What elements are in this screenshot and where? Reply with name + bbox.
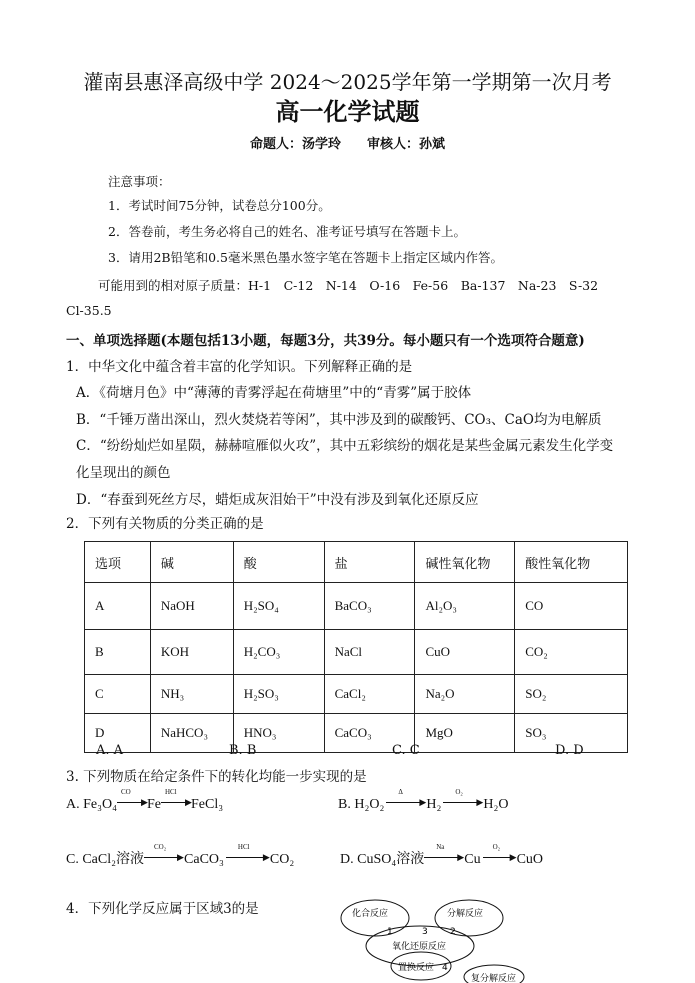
question-1-option-c-cont: 化呈现出的颜色 xyxy=(76,465,171,481)
decomposition-label: 分解反应 xyxy=(447,909,484,919)
notes-heading: 注意事项： xyxy=(108,174,171,189)
arrow-icon: ▶ xyxy=(177,852,184,862)
question-2-choice-d: D. D xyxy=(555,743,584,758)
displacement-label: 置换反应 xyxy=(398,963,435,973)
condition: Δ xyxy=(398,788,403,796)
option-label: A. xyxy=(66,797,80,812)
table-cell: C xyxy=(85,675,151,714)
question-1-option-b: B．“千锤万凿出深山，烈火焚烧若等闲”，其中涉及到的碳酸钙、CO₃、CaO均为电解质 xyxy=(76,412,602,428)
question-4-stem: 4．下列化学反应属于区域3的是 xyxy=(66,901,259,917)
question-1-stem: 1．中华文化中蕴含着丰富的化学知识。下列解释正确的是 xyxy=(66,359,413,375)
intermediate: Cu xyxy=(464,852,481,867)
table-cell: Al₂O₃ xyxy=(415,583,515,630)
table-cell: SO₂ xyxy=(515,675,628,714)
question-3-option-b xyxy=(338,788,509,813)
question-2-choice-a: A. A xyxy=(96,743,124,758)
redox-label: 氧化还原反应 xyxy=(392,942,447,952)
arrow-icon: ▶ xyxy=(509,852,517,862)
atomic-masses-cont: Cl-35.5 xyxy=(66,303,112,318)
table-cell: BaCO₃ xyxy=(324,583,415,630)
table-row xyxy=(85,714,628,753)
condition: HCl xyxy=(165,788,177,796)
reactant: Fe₃O₄ xyxy=(83,797,117,812)
reaction-type-venn-diagram xyxy=(330,896,530,983)
arrow-icon: ▶ xyxy=(141,797,148,807)
table-cell: Na₂O xyxy=(415,675,515,714)
table-cell: KOH xyxy=(150,630,233,675)
option-label: D. xyxy=(340,852,354,867)
reactant: CuSO₄溶液 xyxy=(357,852,425,867)
table-cell: CO xyxy=(515,583,628,630)
arrow-icon: ▶ xyxy=(419,797,427,807)
question-2-choice-b: B. B xyxy=(229,743,257,758)
region-number: 2 xyxy=(450,927,456,937)
table-row xyxy=(85,583,628,630)
arrow-icon: ▶ xyxy=(457,852,465,862)
question-2-choice-c: C. C xyxy=(392,743,420,758)
reactant: CaCl₂溶液 xyxy=(82,852,145,867)
question-1-option-a: A．《荷塘月色》中“薄薄的青雾浮起在荷塘里”中的“青雾”属于胶体 xyxy=(76,385,472,401)
question-3-stem: 3. 下列物质在给定条件下的转化均能一步实现的是 xyxy=(66,769,367,785)
table-cell: D xyxy=(85,714,151,753)
table-cell: MgO xyxy=(415,714,515,753)
product: FeCl₃ xyxy=(191,797,224,812)
note-item: 1．考试时间75分钟，试卷总分100分。 xyxy=(108,198,331,213)
table-cell: H₂SO₃ xyxy=(233,675,324,714)
table-cell: SO₃ xyxy=(515,714,628,753)
question-1-option-c: C．“纷纷灿烂如星陨，赫赫喧雁似火攻”，其中五彩缤纷的烟花是某些金属元素发生化学变 xyxy=(76,438,614,454)
exam-title: 灌南县惠泽高级中学 2024～2025学年第一学期第一次月考 xyxy=(83,70,612,94)
note-item: 2．答卷前，考生务必将自己的姓名、准考证号填写在答题卡上。 xyxy=(108,224,466,239)
table-cell: CuO xyxy=(415,630,515,675)
table-header-cell: 酸 xyxy=(233,542,324,583)
region-number: 4 xyxy=(442,963,448,973)
region-number: 3 xyxy=(422,927,428,937)
table-cell: NaCl xyxy=(324,630,415,675)
table-header-cell: 碱性氧化物 xyxy=(415,542,515,583)
product: CuO xyxy=(516,852,544,867)
product: CO₂ xyxy=(269,852,295,867)
combination-label: 化合反应 xyxy=(352,909,389,919)
table-header-cell: 选项 xyxy=(85,542,151,583)
intermediate: Fe xyxy=(147,797,161,812)
table-cell: CaCO₃ xyxy=(324,714,415,753)
question-1-option-d: D．“春蚕到死丝方尽，蜡炬成灰泪始干”中没有涉及到氧化还原反应 xyxy=(76,492,479,508)
table-cell: H₂CO₃ xyxy=(233,630,324,675)
product: H₂O xyxy=(483,797,509,812)
table-cell: CaCl₂ xyxy=(324,675,415,714)
atomic-masses: 可能用到的相对原子质量：H-1 C-12 N-14 O-16 Fe-56 Ba-137 Na-23 S-32 xyxy=(98,278,599,293)
table-header-cell: 碱 xyxy=(150,542,233,583)
table-row xyxy=(85,630,628,675)
arrow-icon: ▶ xyxy=(262,852,270,862)
option-label: B. xyxy=(338,797,351,812)
intermediate: H₂ xyxy=(426,797,442,812)
table-cell: B xyxy=(85,630,151,675)
table-cell: HNO₃ xyxy=(233,714,324,753)
condition: CO₂ xyxy=(154,843,167,851)
condition: O₂ xyxy=(455,788,463,796)
condition: Na xyxy=(436,843,445,851)
table-cell: H₂SO₄ xyxy=(233,583,324,630)
table-header-row xyxy=(85,542,628,583)
reactant: H₂O₂ xyxy=(354,797,385,812)
question-3-option-c xyxy=(66,843,295,868)
table-row xyxy=(85,675,628,714)
classification-table xyxy=(84,541,628,753)
table-cell: NaHCO₃ xyxy=(150,714,233,753)
table-cell: NH₃ xyxy=(150,675,233,714)
question-3-option-a xyxy=(66,788,224,813)
table-header-cell: 盐 xyxy=(324,542,415,583)
table-cell: NaOH xyxy=(150,583,233,630)
note-item: 3．请用2B铅笔和0.5毫米黑色墨水签字笔在答题卡上指定区域内作答。 xyxy=(108,250,503,265)
condition: CO xyxy=(121,788,131,796)
condition: O₂ xyxy=(492,843,501,851)
condition: HCl xyxy=(237,843,250,851)
arrow-icon: ▶ xyxy=(476,797,484,807)
arrow-icon: ▶ xyxy=(185,797,192,807)
table-cell: A xyxy=(85,583,151,630)
table-header-cell: 酸性氧化物 xyxy=(515,542,628,583)
exam-subject-title: 高一化学试题 xyxy=(275,97,420,126)
option-label: C. xyxy=(66,852,79,867)
question-2-stem: 2．下列有关物质的分类正确的是 xyxy=(66,516,264,532)
authors-line: 命题人：汤学玲 审核人：孙斌 xyxy=(249,137,445,152)
table-cell: CO₂ xyxy=(515,630,628,675)
region-number: 1 xyxy=(387,927,393,937)
question-3-option-d xyxy=(340,843,544,868)
section-heading: 一、单项选择题(本题包括13小题，每题3分，共39分。每小题只有一个选项符合题意) xyxy=(66,333,585,349)
double-decomposition-label: 复分解反应 xyxy=(471,974,517,983)
intermediate: CaCO₃ xyxy=(184,852,224,867)
